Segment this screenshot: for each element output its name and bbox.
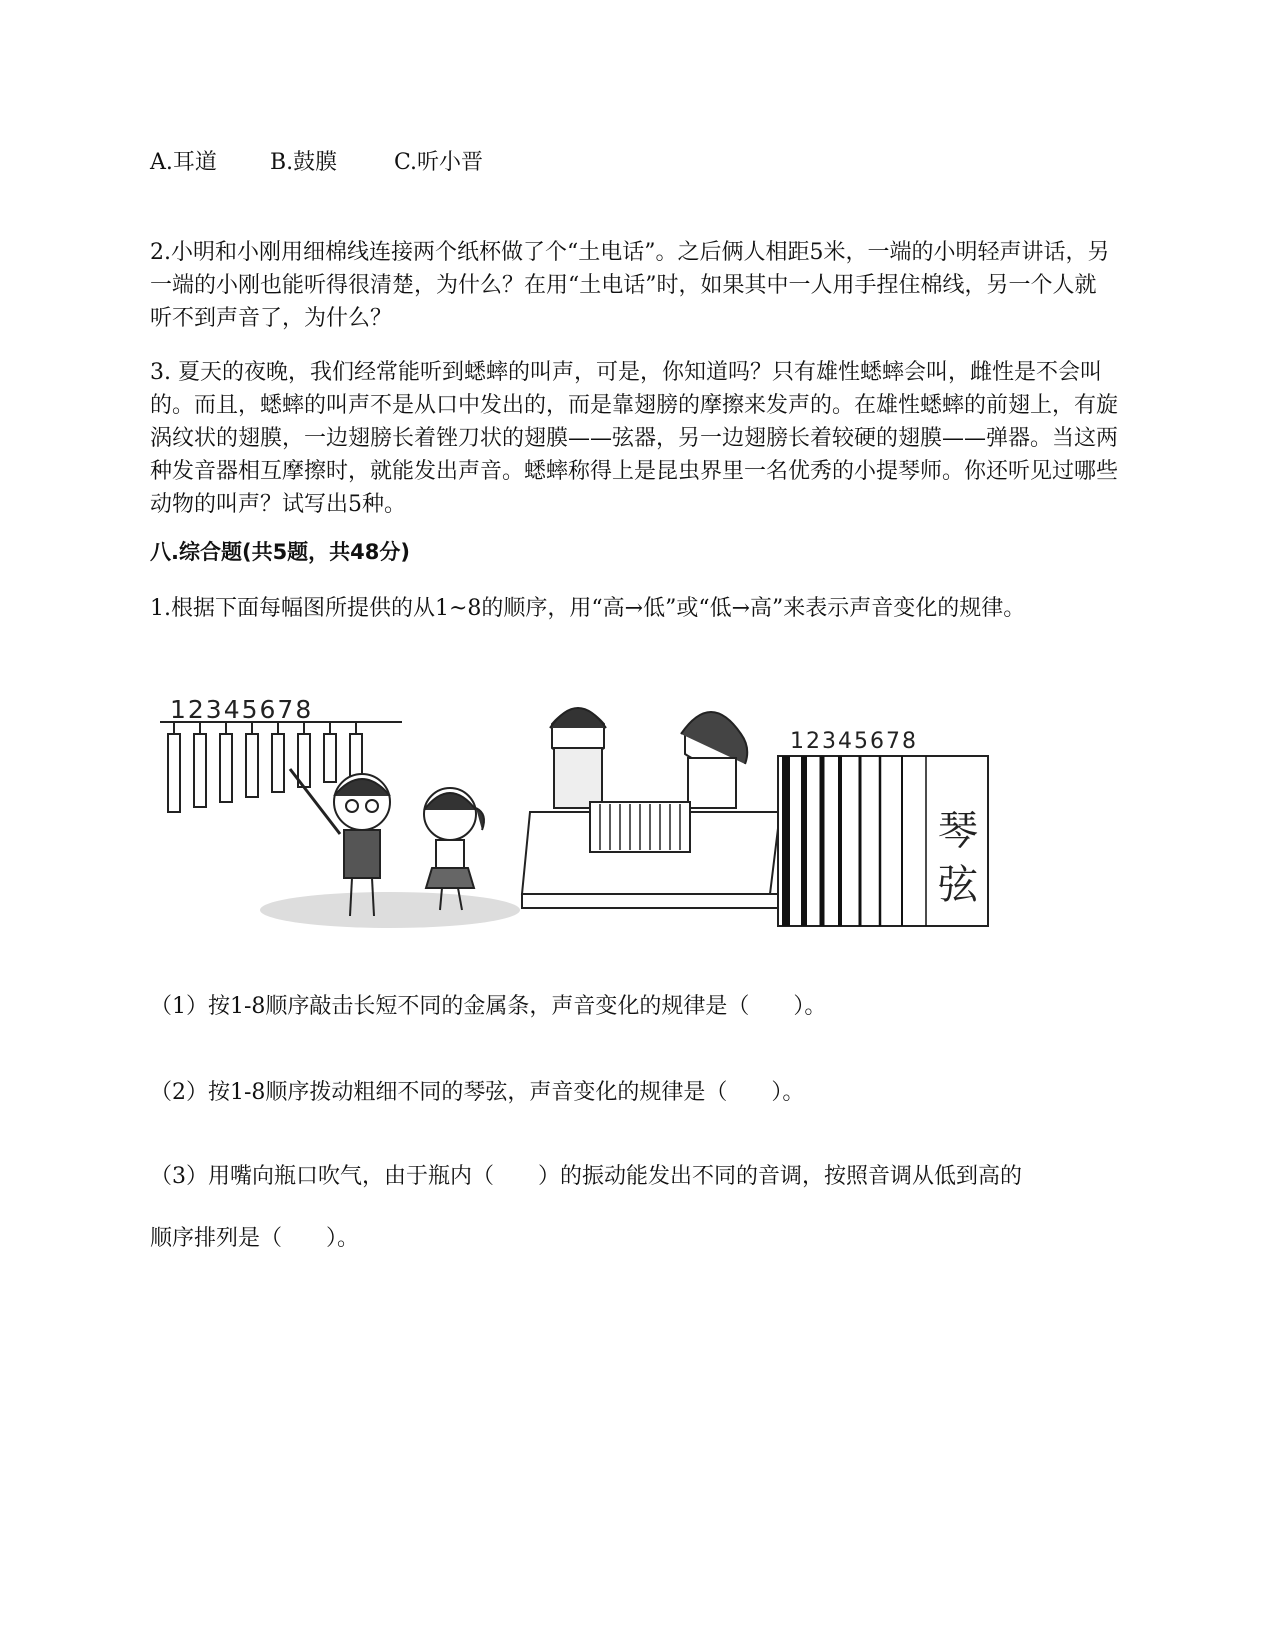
girl-figure <box>424 788 484 910</box>
metal-bar <box>194 722 206 807</box>
table-front <box>522 894 782 908</box>
metal-bar <box>220 722 232 802</box>
bar-numbers-label: 12345678 <box>170 695 314 724</box>
metal-bar <box>350 722 362 777</box>
option-b: B.鼓膜 <box>270 150 338 175</box>
sub-question-3-line-1: （3）用嘴向瓶口吹气，由于瓶内（ ）的振动能发出不同的音调，按照音调从低到高的 <box>150 1164 1023 1189</box>
metal-bar <box>324 722 336 782</box>
sub-question-3-line-2: 顺序排列是（ ）。 <box>150 1226 360 1251</box>
answer-options <box>150 146 1130 179</box>
option-a: A.耳道 <box>150 150 217 175</box>
panel-label-qin: 琴 <box>938 808 978 854</box>
string-numbers-label: 12345678 <box>790 729 918 754</box>
metal-bar <box>168 722 180 812</box>
sub-question-2: （2）按1-8顺序拨动粗细不同的琴弦，声音变化的规律是（ ）。 <box>150 1080 805 1105</box>
string-table-scene <box>522 708 782 908</box>
panel-label-xian: 弦 <box>938 862 978 908</box>
metal-bar <box>272 722 284 792</box>
question-2: 2.小明和小刚用细棉线连接两个纸杯做了个“土电话”。之后俩人相距5米，一端的小明轻声讲话，另一端的小刚也能听得很清楚，为什么？在用“土电话”时，如果其中一人用手捏住棉线，另一个人就听不到声音了，为什么？ <box>150 240 1110 331</box>
metal-bar <box>246 722 258 797</box>
section-question-1: 1.根据下面每幅图所提供的从1~8的顺序，用“高→低”或“低→高”来表示声音变化的规律。 <box>150 596 1026 621</box>
metal-bar <box>298 722 310 787</box>
metal-bars <box>168 722 362 812</box>
section-title: 八.综合题(共5题，共48分) <box>150 540 411 564</box>
illustration-figure <box>150 684 1040 934</box>
question-3: 3. 夏天的夜晚，我们经常能听到蟋蟀的叫声，可是，你知道吗？只有雄性蟋蟀会叫，雌性是不会叫的。而且，蟋蟀的叫声不是从口中发出的，而是靠翅膀的摩擦来发声的。在雄性蟋蟀的前翅上，有旋涡纹状的翅膜，一边翅膀长着锉刀状的翅膜——弦器，另一边翅膀长着较硬的翅膜——弹器。当这两种发音器相互摩擦时，就能发出声音。蟋蟀称得上是昆虫界里一名优秀的小提琴师。你还听见过哪些动物的叫声？试写出5种。 <box>150 360 1119 517</box>
option-c: C.听小晋 <box>394 150 484 175</box>
ground-shadow <box>260 892 520 928</box>
sub-question-1: （1）按1-8顺序敲击长短不同的金属条，声音变化的规律是（ ）。 <box>150 994 827 1019</box>
